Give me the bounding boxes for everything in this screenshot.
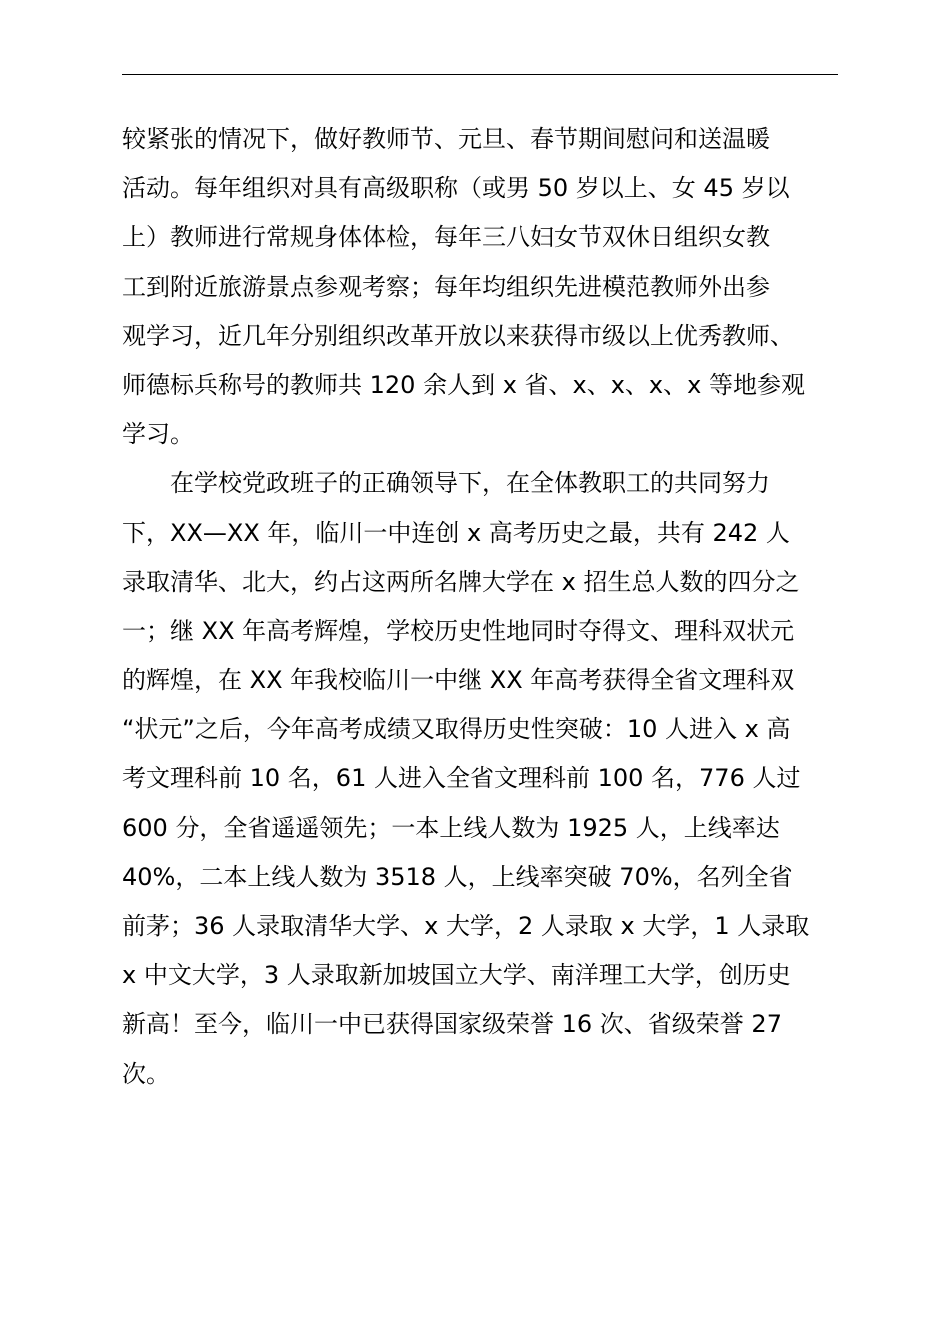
text-line: x 中文大学，3 人录取新加坡国立大学、南洋理工大学，创历史 — [122, 961, 791, 990]
header-divider — [122, 74, 838, 75]
text-line: 录取清华、北大，约占这两所名牌大学在 x 招生总人数的四分之 — [122, 567, 800, 596]
text-line: 活动。每年组织对具有高级职称（或男 50 岁以上、女 45 岁以 — [122, 174, 790, 203]
text-line: 一；继 XX 年高考辉煌，学校历史性地同时夺得文、理科双状元 — [122, 616, 795, 645]
text-line: 师德标兵称号的教师共 120 余人到 x 省、x、x、x、x 等地参观 — [122, 370, 805, 399]
text-line: 考文理科前 10 名，61 人进入全省文理科前 100 名，776 人过 — [122, 764, 801, 793]
text-line: 上）教师进行常规身体体检，每年三八妇女节双休日组织女教 — [122, 223, 770, 252]
text-line: 下，XX—XX 年，临川一中连创 x 高考历史之最，共有 242 人 — [122, 518, 790, 547]
body-text — [122, 115, 838, 1099]
paragraph-start-line: 在学校党政班子的正确领导下，在全体教职工的共同努力 — [170, 469, 770, 498]
text-line: 学习。 — [122, 420, 194, 449]
text-line: 次。 — [122, 1059, 170, 1088]
text-line: 工到附近旅游景点参观考察；每年均组织先进模范教师外出参 — [122, 272, 770, 301]
text-line: 观学习，近几年分别组织改革开放以来获得市级以上优秀教师、 — [122, 321, 794, 350]
text-line: 的辉煌，在 XX 年我校临川一中继 XX 年高考获得全省文理科双 — [122, 666, 795, 695]
text-line: 前茅；36 人录取清华大学、x 大学，2 人录取 x 大学，1 人录取 — [122, 912, 810, 940]
text-line: “状元”之后，今年高考成绩又取得历史性突破：10 人进入 x 高 — [122, 715, 791, 744]
text-line: 40%，二本上线人数为 3518 人，上线率突破 70%，名列全省 — [122, 862, 793, 891]
text-line: 较紧张的情况下，做好教师节、元旦、春节期间慰问和送温暖 — [122, 125, 770, 153]
text-line: 600 分，全省遥遥领先；一本上线人数为 1925 人，上线率达 — [122, 813, 780, 842]
text-line: 新高！至今，临川一中已获得国家级荣誉 16 次、省级荣誉 27 — [122, 1010, 782, 1039]
